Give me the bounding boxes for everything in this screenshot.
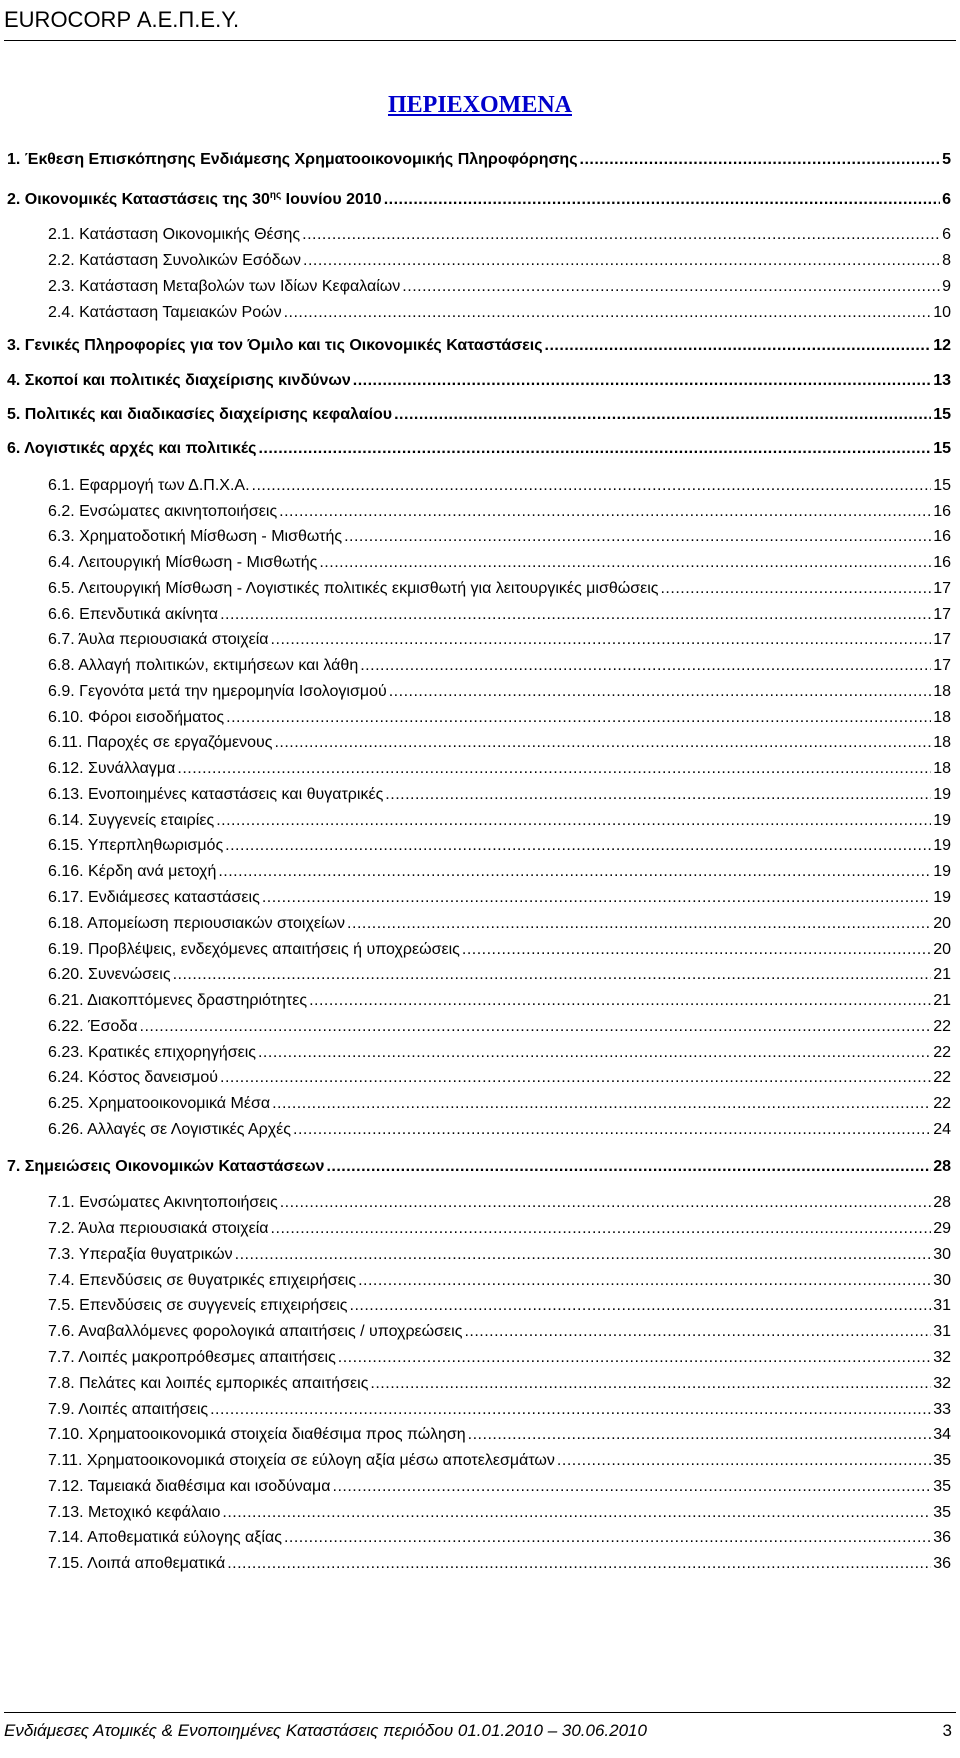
toc-entry-title: 2. Οικονομικές Καταστάσεις της $30^{\eta\varsigma}$ Ιουνίου 2010 (7, 190, 382, 208)
toc-entry-title: 6.11. Παροχές σε εργαζόμενους (48, 734, 273, 751)
dot-leader (284, 302, 932, 324)
toc-entry[interactable] (48, 1424, 951, 1446)
toc-entry-page: 19 (933, 889, 951, 906)
toc-entry-title: 6.20. Συνενώσεις (48, 966, 171, 983)
toc-entry-title: 2.3. Κατάσταση Μεταβολών των Ιδίων Κεφαλαίων (48, 278, 401, 295)
toc-entry-page: 6 (942, 191, 951, 208)
toc-entry-title: 7.9. Λοιπές απαιτήσεις (48, 1401, 209, 1418)
toc-entry[interactable] (48, 1553, 951, 1575)
toc-entry-title: 7.10. Χρηματοοικονομικά στοιχεία διαθέσιμα προς πώληση (48, 1426, 466, 1443)
toc-entry-page: 15 (933, 477, 951, 494)
toc-entry-title: 6.4. Λειτουργική Μίσθωση - Μισθωτής (48, 554, 318, 571)
dot-leader (271, 629, 932, 651)
toc-entry-title: 2.4. Κατάσταση Ταμειακών Ροών (48, 304, 282, 321)
toc-entry-page: 9 (942, 278, 951, 295)
toc-entry[interactable] (48, 1347, 951, 1369)
toc-entry-page: 16 (933, 554, 951, 571)
toc-entry-title: 3. Γενικές Πληροφορίες για τον Όμιλο και τις Οικονομικές Καταστάσεις (7, 337, 543, 354)
toc-entry-page: 24 (933, 1121, 951, 1138)
footer-text: Ενδιάμεσες Ατομικές & Ενοποιημένες Καταστάσεις περιόδου 01.01.2010 – 30.06.2010 (4, 1721, 647, 1740)
toc-entry-title: 1. Έκθεση Επισκόπησης Ενδιάμεσης Χρηματοοικονομικής Πληροφόρησης (7, 151, 578, 168)
company-name: EUROCORP Α.Ε.Π.Ε.Υ. (4, 7, 240, 32)
dot-leader (384, 189, 940, 211)
toc-entry[interactable] (7, 189, 951, 211)
dot-leader (258, 1042, 931, 1064)
toc-entry-title: 6.22. Έσοδα (48, 1018, 138, 1035)
toc-entry-page: 36 (933, 1529, 951, 1546)
toc-entry-page: 16 (933, 528, 951, 545)
toc-entry-title: 7.5. Επενδύσεις σε συγγενείς επιχειρήσεις (48, 1297, 348, 1314)
toc-entry-title: 2.2. Κατάσταση Συνολικών Εσόδων (48, 252, 302, 269)
toc-entry[interactable] (48, 835, 951, 857)
toc-entry-title: 6.26. Αλλαγές σε Λογιστικές Αρχές (48, 1121, 291, 1138)
toc-entry[interactable] (48, 552, 951, 574)
toc-entry-title: 6.17. Ενδιάμεσες καταστάσεις (48, 889, 260, 906)
toc-entry[interactable] (48, 526, 951, 548)
toc-entry-page: 35 (933, 1478, 951, 1495)
dot-leader (272, 1093, 931, 1115)
toc-entry-title: 7.6. Αναβαλλόμενες φορολογικά απαιτήσεις / υποχρεώσεις (48, 1323, 463, 1340)
toc-entry[interactable] (7, 335, 951, 357)
dot-leader (140, 1016, 932, 1038)
dot-leader (227, 1553, 931, 1575)
toc-entry-title: 6.9. Γεγονότα μετά την ημερομηνία Ισολογισμού (48, 683, 387, 700)
toc-entry[interactable] (48, 1450, 951, 1472)
dot-leader (347, 913, 931, 935)
toc-entry-page: 16 (933, 503, 951, 520)
toc-entry-page: 15 (933, 406, 951, 423)
toc-entry-page: 28 (933, 1158, 951, 1175)
dot-leader (284, 1527, 931, 1549)
toc-entry[interactable] (48, 1042, 951, 1064)
toc-entry-page: 35 (933, 1452, 951, 1469)
toc-entry-title: 6.21. Διακοπτόμενες δραστηριότητες (48, 992, 308, 1009)
toc-entry-page: 6 (942, 226, 951, 243)
toc-entry[interactable] (48, 1192, 951, 1214)
dot-leader (274, 732, 931, 754)
toc-entry-page: 22 (933, 1069, 951, 1086)
toc-entry[interactable] (48, 707, 951, 729)
toc-entry-title: 6.12. Συνάλλαγμα (48, 760, 176, 777)
toc-entry[interactable] (48, 1218, 951, 1240)
dot-leader (279, 501, 931, 523)
toc-entry-title: 7.1. Ενσώματες Ακινητοποιήσεις (48, 1194, 278, 1211)
dot-leader (660, 578, 931, 600)
toc-entry[interactable] (48, 475, 951, 497)
dot-leader (173, 964, 932, 986)
toc-entry-page: 17 (933, 606, 951, 623)
toc-entry-title: 6.18. Απομείωση περιουσιακών στοιχείων (48, 915, 346, 932)
dot-leader (309, 990, 931, 1012)
toc-entry[interactable] (48, 1093, 951, 1115)
toc-entry-title: 6.19. Προβλέψεις, ενδεχόμενες απαιτήσεις ή υποχρεώσεις (48, 941, 460, 958)
dot-leader (326, 1156, 931, 1178)
dot-leader (220, 1067, 931, 1089)
toc-entry[interactable] (48, 1067, 951, 1089)
toc-entry-page: 30 (933, 1246, 951, 1263)
toc-entry[interactable] (48, 1295, 951, 1317)
toc-entry-title: 6.5. Λειτουργική Μίσθωση - Λογιστικές πολιτικές εκμισθωτή για λειτουργικές μισθώσεις (48, 580, 659, 597)
toc-entry-title: 7.3. Υπεραξία θυγατρικών (48, 1246, 233, 1263)
toc-entry-page: 12 (933, 337, 951, 354)
dot-leader (235, 1244, 932, 1266)
toc-entry-page: 8 (942, 252, 951, 269)
dot-leader (545, 335, 932, 357)
toc-entry-page: 36 (933, 1555, 951, 1572)
toc-entry-page: 18 (933, 709, 951, 726)
toc-entry-page: 20 (933, 915, 951, 932)
toc-title: ΠΕΡΙΕΧΟΜΕΝΑ (387, 92, 572, 118)
toc-entry-title: 6.8. Αλλαγή πολιτικών, εκτιμήσεων και λάθη (48, 657, 359, 674)
dot-leader (262, 887, 931, 909)
toc-entry-page: 10 (933, 304, 951, 321)
toc-entry[interactable] (48, 861, 951, 883)
toc-entry-page: 19 (933, 786, 951, 803)
toc-entry-page: 19 (933, 863, 951, 880)
dot-leader (389, 681, 931, 703)
toc-entry[interactable] (48, 655, 951, 677)
toc-entry[interactable] (48, 1270, 951, 1292)
dot-leader (225, 835, 931, 857)
dot-leader (222, 1502, 931, 1524)
toc-entry[interactable] (7, 370, 951, 392)
toc-entry-title: 6.15. Υπερπληθωρισμός (48, 837, 224, 854)
dot-leader (462, 939, 931, 961)
toc-entry-title: 7.15. Λοιπά αποθεματικά (48, 1555, 226, 1572)
dot-leader (350, 1295, 932, 1317)
toc-entry-page: 13 (933, 372, 951, 389)
toc-entry-title: 7.12. Ταμειακά διαθέσιμα και ισοδύναμα (48, 1478, 331, 1495)
toc-entry[interactable] (7, 404, 951, 426)
toc-entry[interactable] (48, 887, 951, 909)
toc-entry-page: 18 (933, 683, 951, 700)
toc-entry-page: 21 (933, 966, 951, 983)
toc-entry-title: 7.2. Άυλα περιουσιακά στοιχεία (48, 1220, 269, 1237)
dot-leader (580, 149, 941, 171)
dot-leader (402, 276, 940, 298)
toc-entry[interactable] (7, 1156, 951, 1178)
dot-leader (220, 604, 931, 626)
toc-entry-page: 32 (933, 1375, 951, 1392)
toc-entry-page: 18 (933, 760, 951, 777)
toc-entry[interactable] (48, 990, 951, 1012)
toc-entry-title: 6.6. Επενδυτικά ακίνητα (48, 606, 219, 623)
toc-entry[interactable] (48, 758, 951, 780)
toc-entry[interactable] (48, 1373, 951, 1395)
toc-entry-page: 5 (942, 151, 951, 168)
toc-entry[interactable] (48, 681, 951, 703)
toc-entry-page: 19 (933, 812, 951, 829)
toc-entry[interactable] (48, 784, 951, 806)
dot-leader (280, 1192, 932, 1214)
toc-entry-page: 15 (933, 440, 951, 457)
toc-entry-title: 6.2. Ενσώματες ακινητοποιήσεις (48, 503, 278, 520)
toc-entry[interactable] (7, 438, 951, 460)
toc-entry-page: 17 (933, 580, 951, 597)
toc-entry-title: 6.16. Κέρδη ανά μετοχή (48, 863, 217, 880)
toc-entry[interactable] (48, 250, 951, 272)
page-number: 3 (942, 1721, 952, 1740)
toc-entry-page: 22 (933, 1018, 951, 1035)
toc-entry-page: 30 (933, 1272, 951, 1289)
toc-entry[interactable] (48, 913, 951, 935)
toc-entry-title: 7.13. Μετοχικό κεφάλαιο (48, 1504, 221, 1521)
dot-leader (218, 861, 931, 883)
dot-leader (394, 404, 931, 426)
toc-entry[interactable] (48, 1502, 951, 1524)
toc-entry[interactable] (48, 276, 951, 298)
dot-leader (293, 1119, 931, 1141)
dot-leader (252, 475, 932, 497)
toc-entry-title: 7.14. Αποθεματικά εύλογης αξίας (48, 1529, 282, 1546)
toc-entry-page: 32 (933, 1349, 951, 1366)
toc-entry-title: 6.1. Εφαρμογή των Δ.Π.Χ.Α. (48, 477, 250, 494)
toc-entry[interactable] (48, 939, 951, 961)
toc-entry-title: 6.14. Συγγενείς εταιρίες (48, 812, 215, 829)
toc-entry[interactable] (48, 302, 951, 324)
dot-leader (385, 784, 931, 806)
toc-entry-title: 6.23. Κρατικές επιχορηγήσεις (48, 1044, 256, 1061)
toc-entry[interactable] (48, 1476, 951, 1498)
toc-entry[interactable] (48, 1321, 951, 1343)
dot-leader (271, 1218, 932, 1240)
dot-leader (302, 224, 940, 246)
dot-leader (370, 1373, 931, 1395)
toc-entry[interactable] (7, 149, 951, 171)
toc-entry-title: 7.4. Επενδύσεις σε θυγατρικές επιχειρήσεις (48, 1272, 357, 1289)
toc-entry-page: 22 (933, 1044, 951, 1061)
dot-leader (210, 1399, 931, 1421)
dot-leader (216, 810, 931, 832)
toc-entry[interactable] (48, 629, 951, 651)
toc-entry-page: 21 (933, 992, 951, 1009)
toc-entry[interactable] (48, 224, 951, 246)
dot-leader (177, 758, 931, 780)
dot-leader (333, 1476, 932, 1498)
toc-entry[interactable] (48, 1119, 951, 1141)
toc-entry-title: 2.1. Κατάσταση Οικονομικής Θέσης (48, 226, 301, 243)
toc-entry-page: 35 (933, 1504, 951, 1521)
dot-leader (468, 1424, 932, 1446)
toc-entry-title: 5. Πολιτικές και διαδικασίες διαχείρισης κεφαλαίου (7, 406, 393, 423)
toc-entry-title: 7.7. Λοιπές μακροπρόθεσμες απαιτήσεις (48, 1349, 336, 1366)
toc-entry-page: 18 (933, 734, 951, 751)
dot-leader (358, 1270, 931, 1292)
toc-entry-title: 6.7. Άυλα περιουσιακά στοιχεία (48, 631, 269, 648)
toc-entry[interactable] (48, 732, 951, 754)
dot-leader (557, 1450, 931, 1472)
toc-entry[interactable] (48, 964, 951, 986)
toc-entry-page: 22 (933, 1095, 951, 1112)
toc-entry-title: 6.3. Χρηματοδοτική Μίσθωση - Μισθωτής (48, 528, 343, 545)
dot-leader (360, 655, 931, 677)
page-footer (4, 1712, 956, 1753)
toc-entry-page: 29 (933, 1220, 951, 1237)
dot-leader (353, 370, 931, 392)
dot-leader (319, 552, 931, 574)
toc-entry-title: 7. Σημειώσεις Οικονομικών Καταστάσεων (7, 1158, 325, 1175)
toc-entry[interactable] (48, 578, 951, 600)
toc-entry[interactable] (48, 1527, 951, 1549)
dot-leader (258, 438, 931, 460)
toc-entry-title: 7.8. Πελάτες και λοιπές εμπορικές απαιτήσεις (48, 1375, 369, 1392)
toc-entry-page: 20 (933, 941, 951, 958)
dot-leader (303, 250, 940, 272)
toc-entry-page: 28 (933, 1194, 951, 1211)
toc-entry[interactable] (48, 1016, 951, 1038)
toc-entry-title: 4. Σκοποί και πολιτικές διαχείρισης κινδύνων (7, 372, 351, 389)
toc-entry-title: 6.25. Χρηματοοικονομικά Μέσα (48, 1095, 271, 1112)
toc-entry-page: 17 (933, 631, 951, 648)
toc-entry-title: 7.11. Χρηματοοικονομικά στοιχεία σε εύλογη αξία μέσω αποτελεσμάτων (48, 1452, 555, 1469)
toc-entry-page: 31 (933, 1297, 951, 1314)
toc-entry[interactable] (48, 1399, 951, 1421)
toc-entry-page: 34 (933, 1426, 951, 1443)
toc-entry[interactable] (48, 1244, 951, 1266)
toc-entry-page: 33 (933, 1401, 951, 1418)
toc-entry[interactable] (48, 501, 951, 523)
toc-entry-title: 6.10. Φόροι εισοδήματος (48, 709, 225, 726)
dot-leader (464, 1321, 931, 1343)
toc-entry[interactable] (48, 604, 951, 626)
toc-entry[interactable] (48, 810, 951, 832)
dot-leader (226, 707, 931, 729)
toc-entry-page: 31 (933, 1323, 951, 1340)
toc-entry-page: 17 (933, 657, 951, 674)
toc-entry-title: 6.24. Κόστος δανεισμού (48, 1069, 219, 1086)
page-header (4, 4, 956, 41)
toc-entry-page: 19 (933, 837, 951, 854)
toc-entry-title: 6.13. Ενοποιημένες καταστάσεις και θυγατρικές (48, 786, 384, 803)
toc-entry-title: 6. Λογιστικές αρχές και πολιτικές (7, 440, 257, 457)
dot-leader (344, 526, 931, 548)
dot-leader (338, 1347, 931, 1369)
